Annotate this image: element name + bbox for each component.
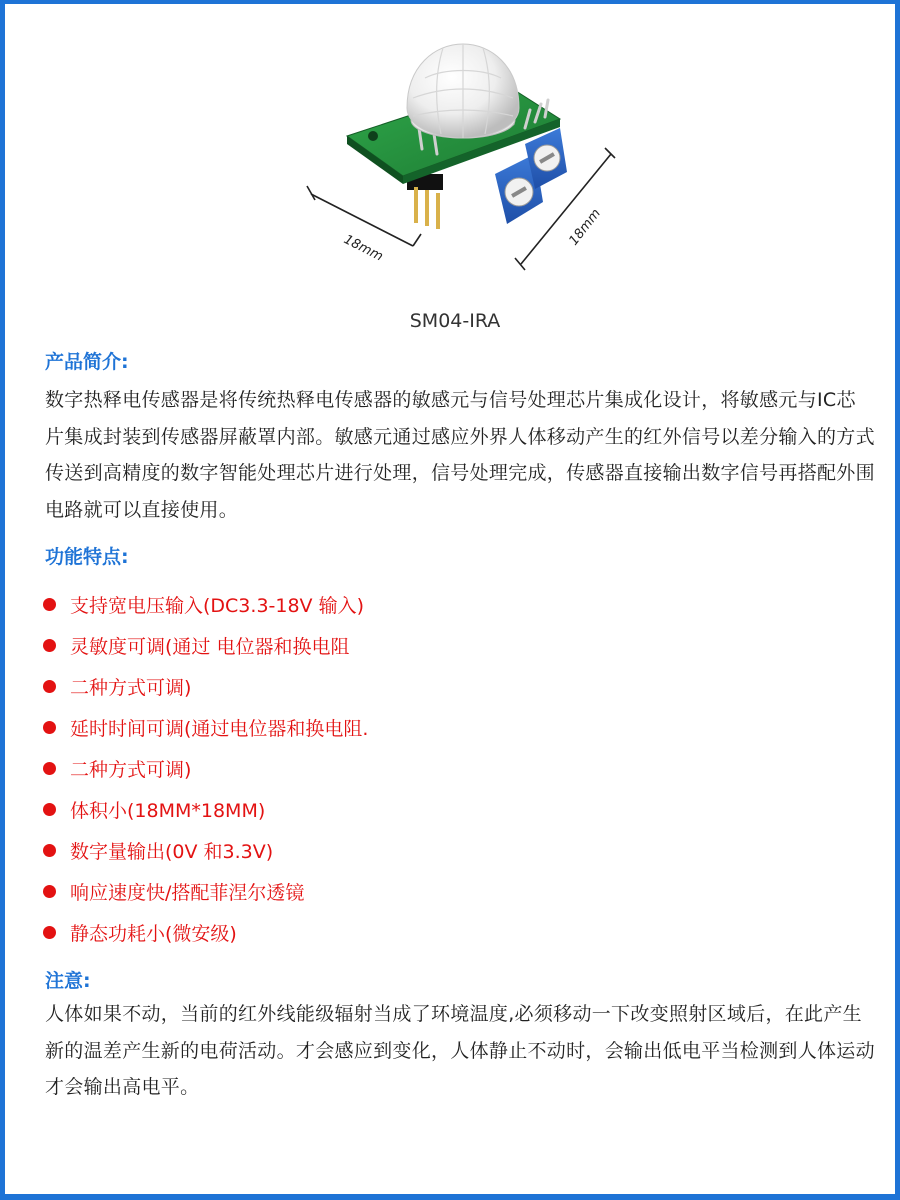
feature-item	[43, 789, 863, 830]
bullet-icon	[43, 844, 56, 857]
model-label: SM04-IRA	[409, 310, 501, 332]
bullet-icon	[43, 639, 56, 652]
notice-heading: 注意:	[45, 970, 91, 992]
notice-paragraph: 人体如果不动，当前的红外线能级辐射当成了环境温度,必须移动一下改变照射区域后，在此产生新的温差产生新的电荷活动。才会感应到变化，人体静止不动时，会输出低电平当检测到人体运动才会输出高电平。	[45, 1003, 875, 1098]
feature-text: 响应速度快/搭配菲涅尔透镜	[70, 882, 305, 904]
feature-text: 延时时间可调(通过电位器和换电阻.	[70, 718, 369, 740]
feature-item	[43, 707, 863, 748]
feature-text: 静态功耗小(微安级)	[70, 923, 237, 945]
bullet-icon	[43, 885, 56, 898]
feature-item	[43, 912, 863, 953]
feature-item	[43, 625, 863, 666]
feature-item	[43, 748, 863, 789]
bullet-icon	[43, 803, 56, 816]
dimension-lines	[307, 148, 615, 270]
feature-item	[43, 871, 863, 912]
dimension-label-width: 18mm	[341, 232, 386, 265]
bullet-icon	[43, 762, 56, 775]
feature-text: 二种方式可调)	[70, 759, 192, 781]
intro-heading: 产品简介:	[45, 351, 129, 373]
bullet-icon	[43, 721, 56, 734]
feature-text: 数字量输出(0V 和3.3V)	[70, 841, 274, 863]
bullet-icon	[43, 680, 56, 693]
dimension-label-depth: 18mm	[566, 206, 604, 249]
feature-text: 二种方式可调)	[70, 677, 192, 699]
feature-text: 体积小(18MM*18MM)	[70, 800, 266, 822]
feature-text: 支持宽电压输入(DC3.3-18V 输入)	[70, 595, 365, 617]
sensor-module-image	[285, 24, 645, 294]
features-heading: 功能特点:	[45, 546, 129, 568]
bullet-icon	[43, 598, 56, 611]
intro-paragraph: 数字热释电传感器是将传统热释电传感器的敏感元与信号处理芯片集成化设计，将敏感元与IC芯片集成封装到传感器屏蔽罩内部。敏感元通过感应外界人体移动产生的红外信号以差分输入的方式传送到高精度的数字智能处理芯片进行处理，信号处理完成，传感器直接输出数字信号再搭配外围电路就可以直接使用。	[45, 389, 875, 521]
feature-text: 灵敏度可调(通过 电位器和换电阻	[70, 636, 350, 658]
feature-item	[43, 830, 863, 871]
header-pins	[407, 174, 443, 229]
feature-item	[43, 584, 863, 625]
bullet-icon	[43, 926, 56, 939]
feature-item	[43, 666, 863, 707]
feature-list	[43, 584, 863, 953]
